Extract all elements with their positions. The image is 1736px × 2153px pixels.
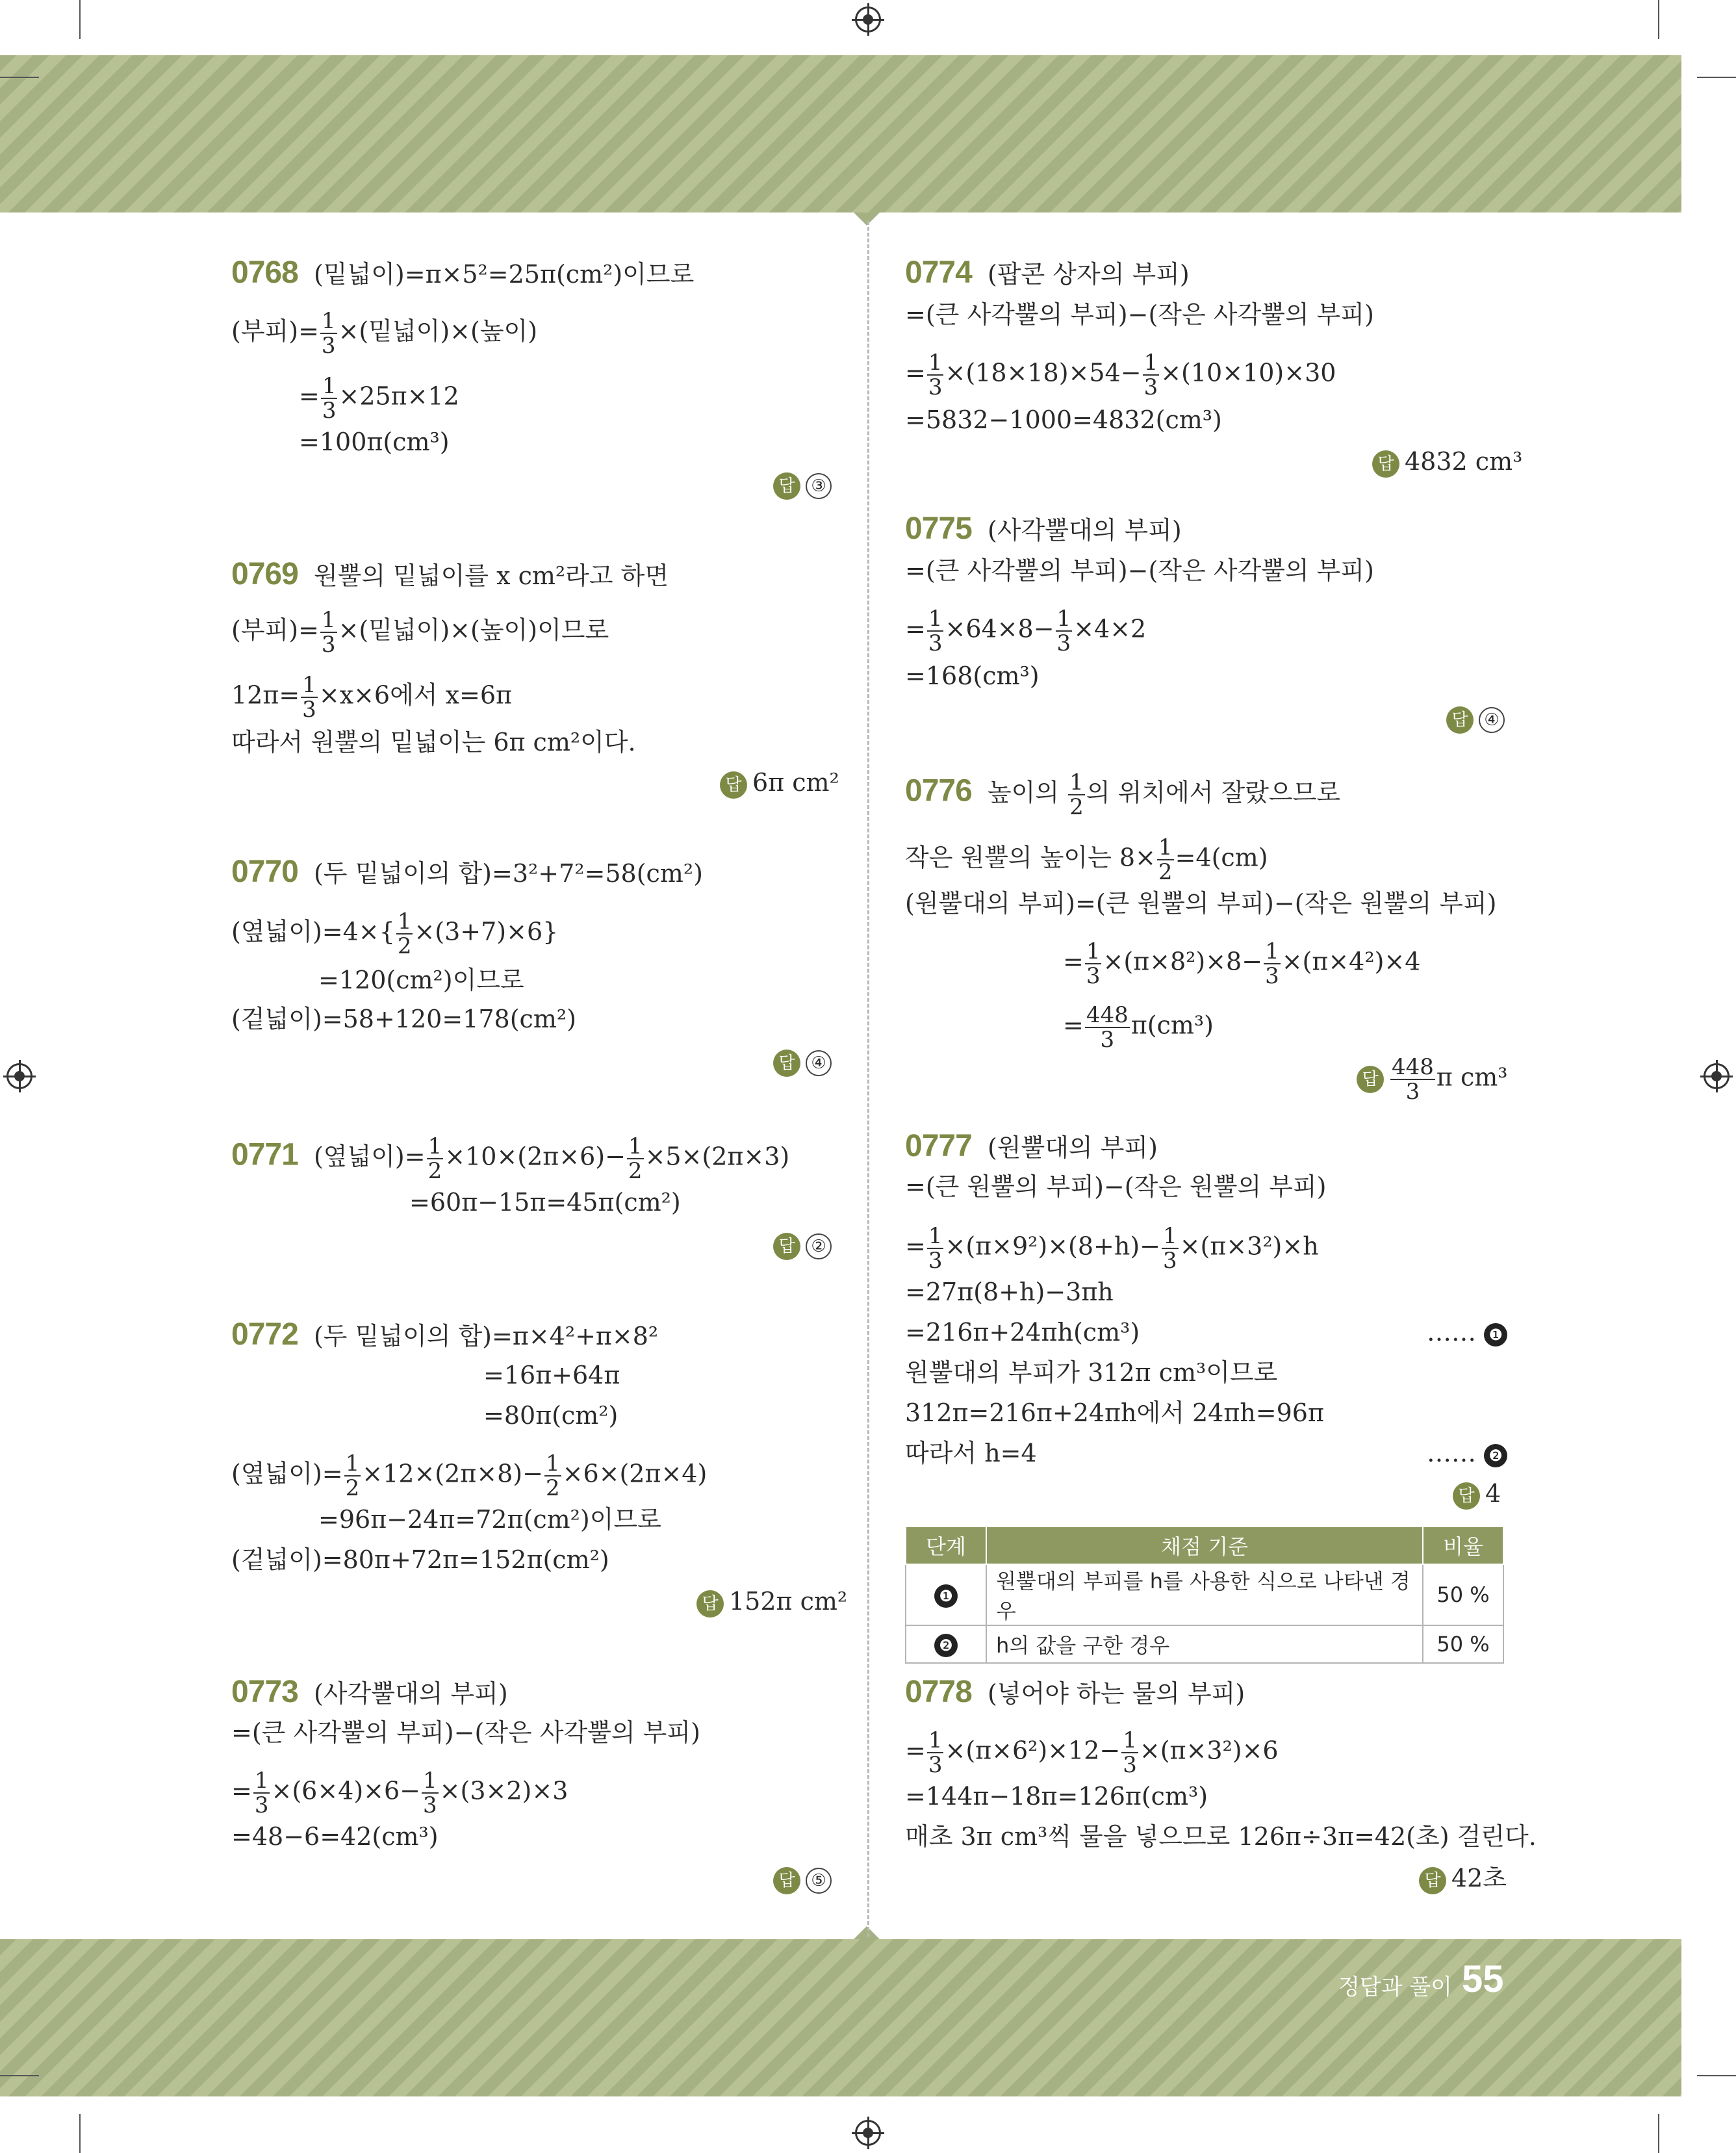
problem-0776-line1: 0776 높이의 $\frac{1}{2}$ 의 위치에서 잘랐으므로 [905, 769, 1341, 820]
page-number: 55 [1462, 1958, 1504, 2000]
problem-0775-line4: =168(cm³) [905, 662, 1040, 690]
fraction: $\frac{1}{3}$ [928, 606, 943, 656]
fraction: $\frac{1}{3}$ [928, 1727, 943, 1778]
answer-badge-icon: 답 [773, 1233, 800, 1260]
problem-0770-line3: =120(cm²)이므로 [318, 966, 524, 994]
table-header: 채점 기준 [986, 1527, 1423, 1564]
problem-0777-line2: =(큰 원뿔의 부피)−(작은 원뿔의 부피) [905, 1172, 1327, 1201]
problem-number: 0770 [231, 855, 298, 889]
fraction: $\frac{1}{3}$ [928, 1223, 943, 1274]
crop-mark [0, 2075, 39, 2076]
fraction: $\frac{1}{2}$ [397, 909, 412, 959]
registration-mark-icon [855, 2120, 881, 2146]
answer-badge-icon: 답 [1419, 1867, 1446, 1894]
fraction: $\frac{1}{3}$ [322, 373, 337, 424]
table-cell: h의 값을 구한 경우 [986, 1625, 1423, 1663]
problem-0774-answer: 답 4832 cm³ [1372, 446, 1522, 478]
answer-badge-icon: 답 [773, 1050, 800, 1077]
problem-0769-line3: 12π= $\frac{1}{3}$ ×x×6에서 x=6π [231, 672, 513, 723]
fraction: $\frac{1}{2}$ [1069, 769, 1084, 820]
problem-number: 0774 [905, 255, 972, 290]
problem-number: 0778 [905, 1675, 972, 1709]
problem-number: 0775 [905, 511, 972, 546]
answer-badge-icon: 답 [773, 472, 800, 500]
crop-mark [79, 0, 81, 39]
problem-0772-line2: =16π+64π [483, 1361, 620, 1389]
problem-0771-line1: 0771 (옆넓이)= $\frac{1}{2}$ ×10×(2π×6)− $\frac{1}{2}$ ×5×(2π×3) [231, 1133, 790, 1184]
answer-badge-icon: 답 [773, 1867, 800, 1894]
problem-number: 0771 [231, 1137, 298, 1172]
problem-0772-line3: =80π(cm²) [483, 1401, 619, 1430]
fraction: $\frac{1}{3}$ [321, 308, 336, 359]
problem-0770-line4: (겉넓이)=58+120=178(cm²) [231, 1005, 576, 1033]
crop-mark [79, 2114, 81, 2153]
answer-badge-icon: 답 [720, 771, 747, 799]
problem-0776-line5: = $\frac{448}{3}$ π(cm³) [1063, 1002, 1214, 1053]
scoring-table [905, 1526, 1504, 1664]
problem-0776-line4: = $\frac{1}{3}$ ×(π×8²)×8− $\frac{1}{3}$ ×(π×4²)×4 [1063, 938, 1421, 989]
fraction: $\frac{1}{3}$ [423, 1768, 437, 1818]
fraction: $\frac{448}{3}$ [1086, 1002, 1129, 1053]
fraction: $\frac{1}{2}$ [1158, 834, 1173, 885]
answer-badge-icon: 답 [1453, 1482, 1480, 1510]
problem-0776-answer: 답 $\frac{448}{3}$ π cm³ [1357, 1055, 1508, 1103]
problem-0777-line5: =216π+24πh(cm³) [905, 1318, 1140, 1347]
problem-0778-line1: 0778 (넣어야 하는 물의 부피) [905, 1675, 1245, 1709]
problem-0770-line2: (옆넓이)=4×{ $\frac{1}{2}$ ×(3+7)×6} [231, 909, 559, 959]
problem-0769-answer: 답 6π cm² [720, 767, 839, 799]
problem-0770-line1: 0770 (두 밑넓이의 합)=3²+7²=58(cm²) [231, 855, 703, 889]
problem-0778-line4: 매초 3π cm³씩 물을 넣으므로 126π÷3π=42(초) 걸린다. [905, 1822, 1537, 1851]
fraction: $\frac{1}{3}$ [1265, 938, 1279, 989]
problem-0772-line1: 0772 (두 밑넓이의 합)=π×4²+π×8² [231, 1317, 659, 1352]
bottom-decorative-band [0, 1939, 1681, 2096]
bottom-notch [854, 1926, 880, 1939]
answer-badge-icon: 답 [1357, 1066, 1384, 1093]
table-row [906, 1625, 1503, 1663]
answer-badge-icon: 답 [696, 1590, 724, 1618]
table-cell: ❷ [906, 1625, 986, 1663]
table-header-row [906, 1527, 1503, 1564]
problem-0771-answer: 답 ② [773, 1228, 832, 1260]
answer-badge-icon: 답 [1446, 706, 1474, 734]
problem-number: 0776 [905, 773, 972, 808]
table-cell: 50 % [1423, 1564, 1503, 1625]
problem-0772-answer: 답 152π cm² [696, 1586, 847, 1618]
fraction: $\frac{1}{3}$ [321, 607, 336, 658]
problem-0775-line2: =(큰 사각뿔의 부피)−(작은 사각뿔의 부피) [905, 556, 1374, 585]
table-cell: 50 % [1423, 1625, 1503, 1663]
top-decorative-band [0, 55, 1681, 213]
fraction: $\frac{1}{3}$ [1163, 1223, 1177, 1274]
fraction: $\frac{1}{3}$ [1056, 606, 1071, 656]
problem-0769-line4: 따라서 원뿔의 밑넓이는 6π cm²이다. [231, 728, 636, 756]
problem-0778-line3: =144π−18π=126π(cm³) [905, 1782, 1208, 1811]
fraction: $\frac{1}{2}$ [428, 1133, 442, 1184]
problem-0774-line3: = $\frac{1}{3}$ ×(18×18)×54− $\frac{1}{3}$ ×(10×10)×30 [905, 350, 1336, 400]
problem-0773-line4: =48−6=42(cm³) [231, 1822, 439, 1851]
fraction: $\frac{1}{3}$ [1086, 938, 1101, 989]
problem-0777-answer: 답 4 [1453, 1478, 1501, 1510]
problem-number: 0777 [905, 1129, 972, 1163]
problem-number: 0769 [231, 557, 298, 591]
problem-0775-line3: = $\frac{1}{3}$ ×64×8− $\frac{1}{3}$ ×4×2 [905, 606, 1147, 656]
step-marker-2: …… ❷ [1427, 1437, 1507, 1469]
problem-0777-line1: 0777 (원뿔대의 부피) [905, 1129, 1158, 1163]
registration-mark-icon [6, 1063, 32, 1089]
problem-0775-line1: 0775 (사각뿔대의 부피) [905, 511, 1182, 546]
problem-0773-line3: = $\frac{1}{3}$ ×(6×4)×6− $\frac{1}{3}$ ×(3×2)×3 [231, 1768, 568, 1818]
answer-badge-icon: 답 [1372, 450, 1399, 478]
problem-0777-line4: =27π(8+h)−3πh [905, 1278, 1114, 1306]
problem-0769-line1: 0769 원뿔의 밑넓이를 x cm²라고 하면 [231, 557, 669, 591]
table-cell: 원뿔대의 부피를 h를 사용한 식으로 나타낸 경우 [986, 1564, 1423, 1625]
registration-mark-icon [1704, 1063, 1730, 1089]
fraction: $\frac{1}{3}$ [302, 672, 316, 723]
footer-section-label: 정답과 풀이 [1338, 1974, 1453, 2000]
problem-0777-line3: = $\frac{1}{3}$ ×(π×9²)×(8+h)− $\frac{1}{3}$ ×(π×3²)×h [905, 1223, 1319, 1274]
fraction: $\frac{1}{3}$ [1123, 1727, 1137, 1778]
table-cell: ❶ [906, 1564, 986, 1625]
fraction: $\frac{1}{3}$ [254, 1768, 269, 1818]
problem-0778-line2: = $\frac{1}{3}$ ×(π×6²)×12− $\frac{1}{3}$ ×(π×3²)×6 [905, 1727, 1279, 1778]
table-header: 비율 [1423, 1527, 1503, 1564]
crop-mark [1658, 0, 1659, 39]
problem-0771-line2: =60π−15π=45π(cm²) [409, 1188, 681, 1217]
crop-mark [1697, 2075, 1736, 2076]
problem-0773-line2: =(큰 사각뿔의 부피)−(작은 사각뿔의 부피) [231, 1718, 700, 1747]
problem-number: 0772 [231, 1317, 298, 1352]
step-marker-1: …… ❶ [1427, 1317, 1507, 1348]
table-row [906, 1564, 1503, 1625]
problem-0774-line4: =5832−1000=4832(cm³) [905, 406, 1222, 434]
problem-0777-line6: 원뿔대의 부피가 312π cm³이므로 [905, 1358, 1278, 1387]
problem-0770-answer: 답 ④ [773, 1045, 832, 1077]
top-notch [854, 213, 880, 226]
problem-0768-line2: (부피)= $\frac{1}{3}$ ×(밑넓이)×(높이) [231, 308, 538, 359]
column-divider [867, 221, 869, 1937]
problem-0768-line4: =100π(cm³) [299, 428, 450, 456]
problem-0776-line3: (원뿔대의 부피)=(큰 원뿔의 부피)−(작은 원뿔의 부피) [905, 889, 1497, 918]
problem-number: 0768 [231, 255, 298, 290]
registration-mark-icon [855, 6, 881, 32]
fraction: $\frac{1}{2}$ [545, 1450, 560, 1501]
problem-0768-line3: = $\frac{1}{3}$ ×25π×12 [299, 373, 459, 424]
fraction: $\frac{1}{2}$ [345, 1450, 360, 1501]
problem-0769-line2: (부피)= $\frac{1}{3}$ ×(밑넓이)×(높이)이므로 [231, 607, 609, 658]
crop-mark [1658, 2114, 1659, 2153]
problem-0777-line8: 따라서 h=4 [905, 1439, 1037, 1467]
problem-0773-line1: 0773 (사각뿔대의 부피) [231, 1675, 508, 1709]
table-header: 단계 [906, 1527, 986, 1564]
problem-0768-line1: 0768 (밑넓이)=π×5²=25π(cm²)이므로 [231, 255, 695, 290]
fraction: $\frac{1}{3}$ [1143, 350, 1158, 400]
problem-0772-line6: (겉넓이)=80π+72π=152π(cm²) [231, 1545, 609, 1574]
problem-0776-line2: 작은 원뿔의 높이는 8× $\frac{1}{2}$ =4(cm) [905, 834, 1268, 885]
crop-mark [1697, 77, 1736, 78]
problem-0778-answer: 답 42초 [1419, 1863, 1507, 1894]
problem-0772-line5: =96π−24π=72π(cm²)이므로 [318, 1505, 661, 1534]
problem-0772-line4: (옆넓이)= $\frac{1}{2}$ ×12×(2π×8)− $\frac{1}{2}$ ×6×(2π×4) [231, 1450, 708, 1501]
problem-0774-line1: 0774 (팝콘 상자의 부피) [905, 255, 1190, 290]
fraction: $\frac{448}{3}$ [1392, 1054, 1434, 1105]
problem-0775-answer: 답 ④ [1446, 702, 1505, 734]
fraction: $\frac{1}{2}$ [628, 1133, 643, 1184]
problem-0768-answer: 답 ③ [773, 468, 832, 500]
problem-0777-line7: 312π=216π+24πh에서 24πh=96π [905, 1399, 1324, 1427]
problem-0774-line2: =(큰 사각뿔의 부피)−(작은 사각뿔의 부피) [905, 300, 1374, 329]
fraction: $\frac{1}{3}$ [928, 350, 943, 400]
crop-mark [0, 77, 39, 78]
problem-number: 0773 [231, 1675, 298, 1709]
problem-0773-answer: 답 ⑤ [773, 1863, 832, 1894]
